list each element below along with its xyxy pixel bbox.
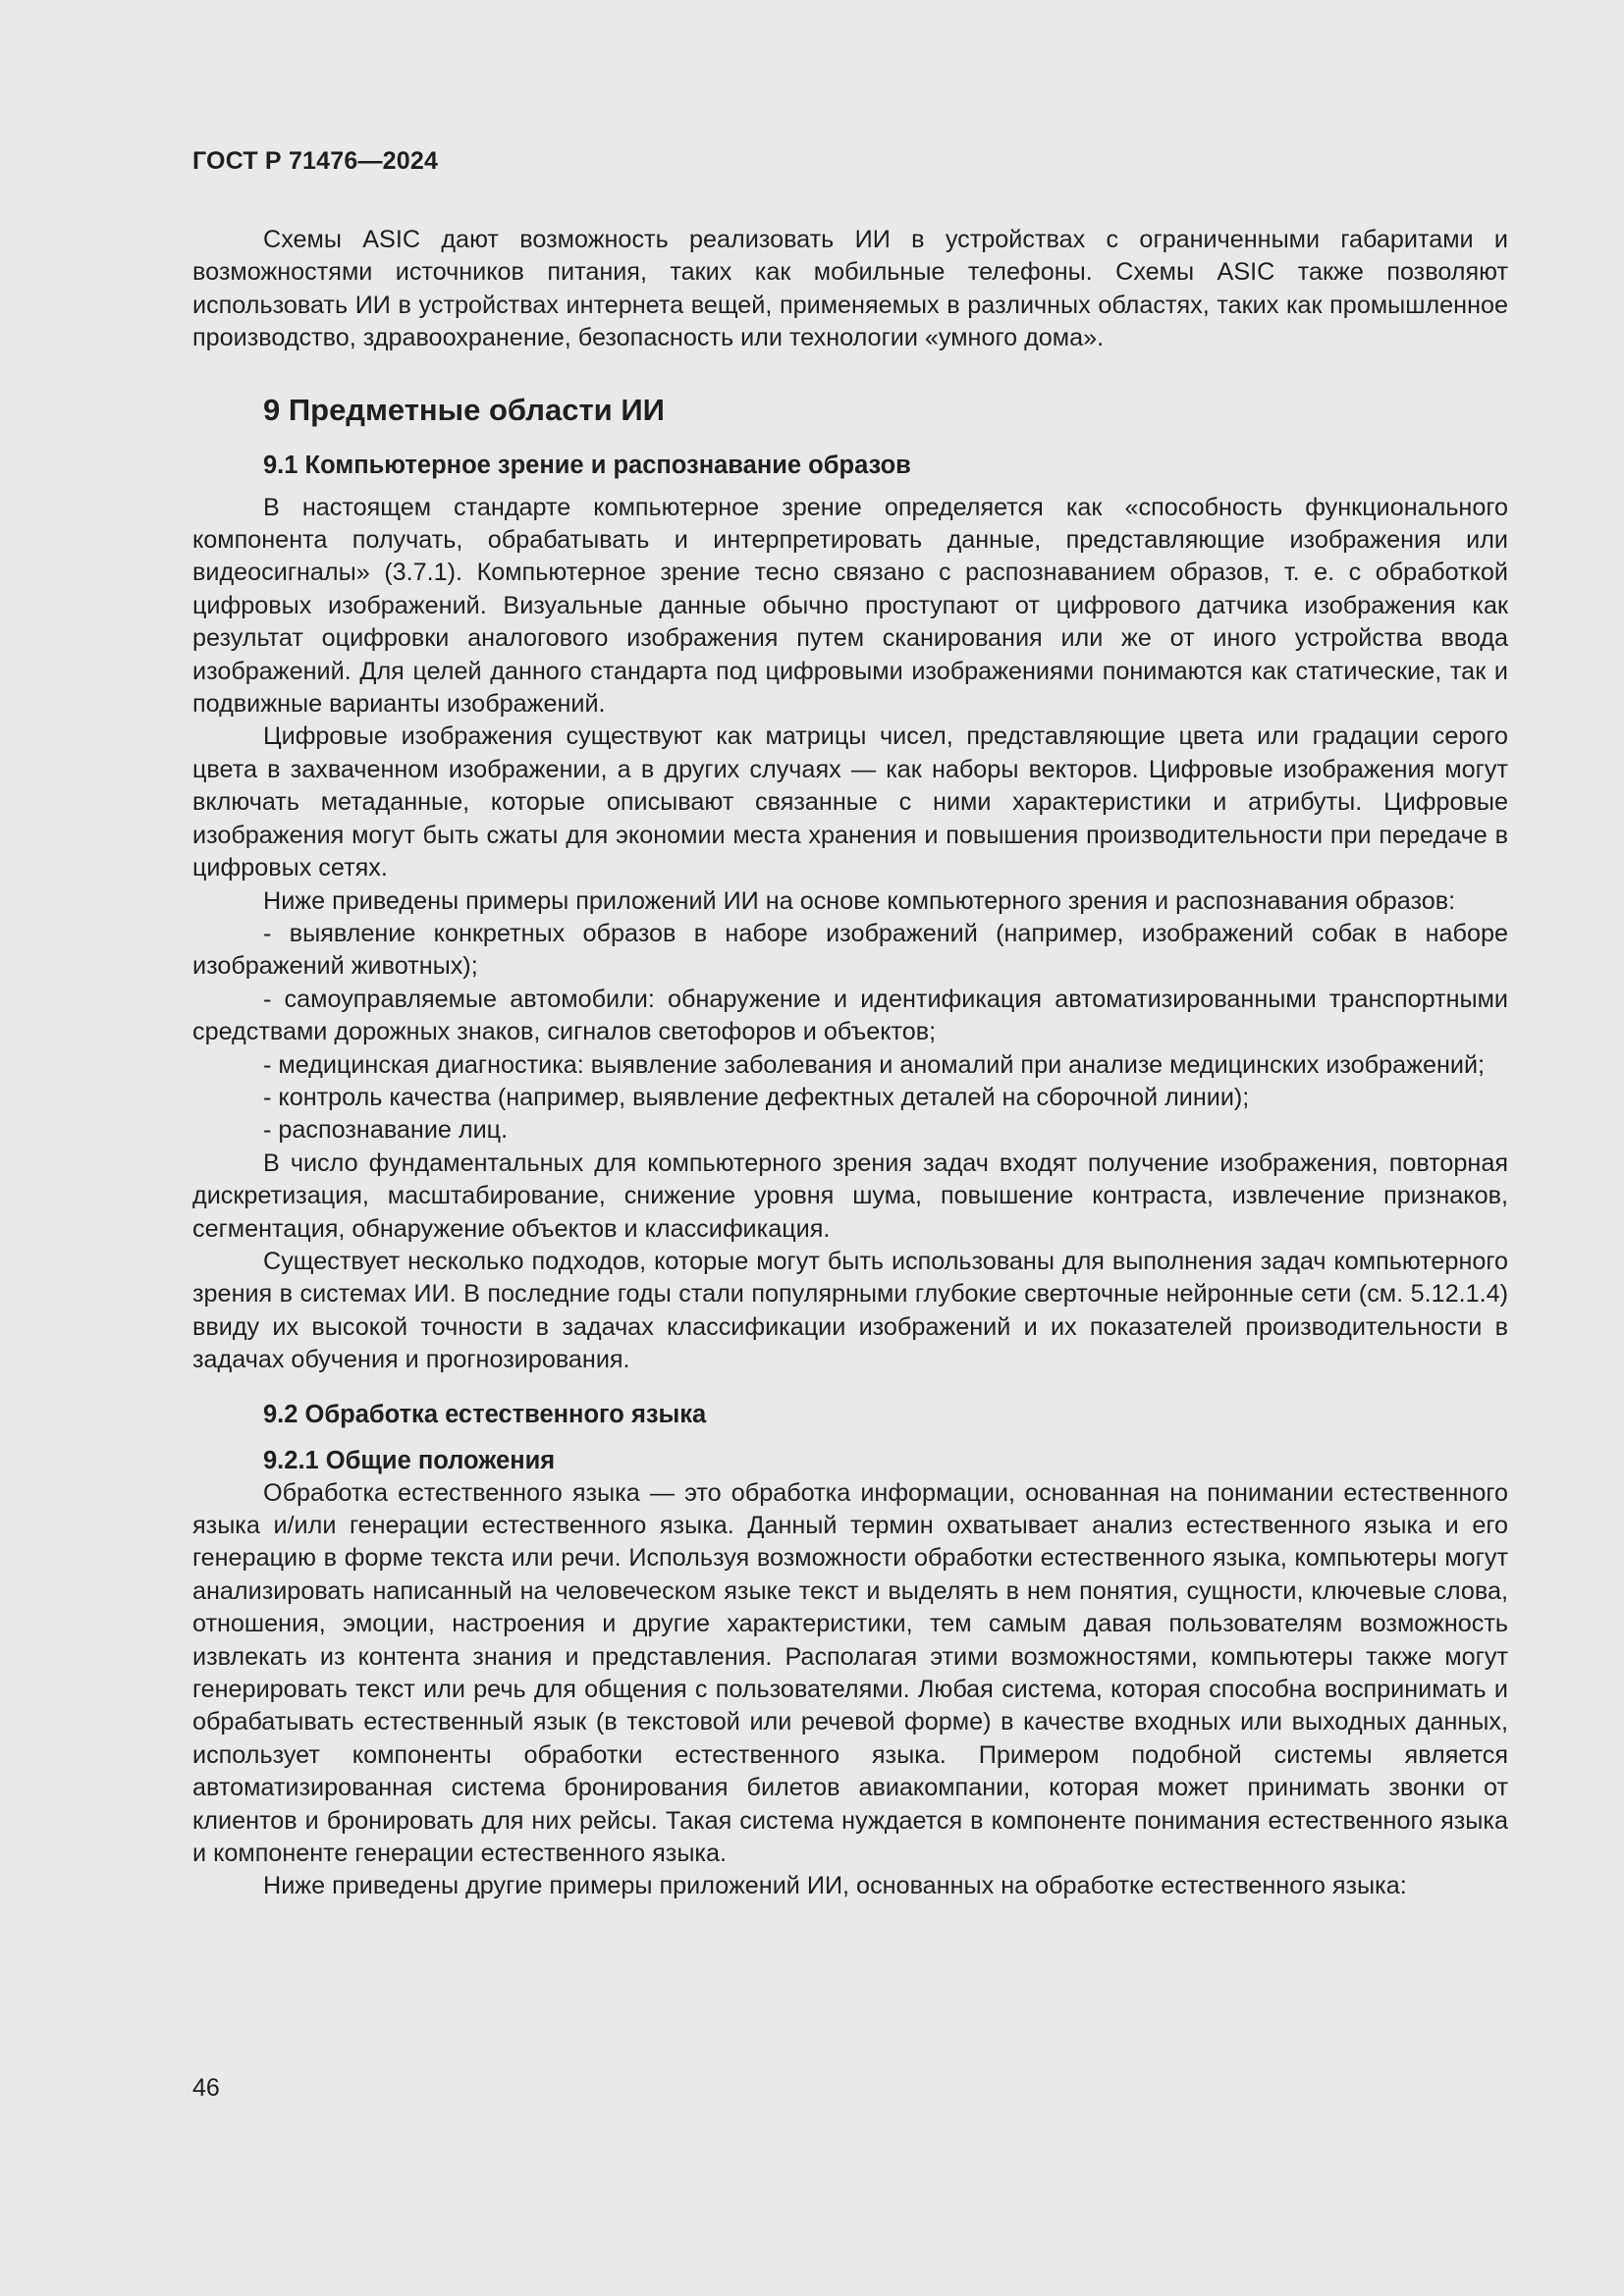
paragraph-9-1-2: Цифровые изображения существуют как матрицы чисел, представляющие цвета или градации серого цвета в захваченном изображении, а в других случаях — как наборы векторов. Цифровые изображения могут включать метаданные, которые описывают связанные с ними характеристики и атрибуты. Цифровые изображения могут быть сжаты для экономии места хранения и повышения производительности при передаче в цифровых сетях. bbox=[192, 722, 1508, 882]
list-item: - распознавание лиц. bbox=[263, 1116, 509, 1145]
paragraph-9-1-3: Ниже приведены примеры приложений ИИ на основе компьютерного зрения и распознавания образов: bbox=[263, 886, 1456, 915]
document-id-header: ГОСТ Р 71476—2024 bbox=[192, 147, 439, 175]
section-9-1-heading: 9.1 Компьютерное зрение и распознавание образов bbox=[263, 451, 911, 479]
section-9-2-1-heading: 9.2.1 Общие положения bbox=[263, 1446, 556, 1474]
paragraph-9-1-5: Существует несколько подходов, которые могут быть использованы для выполнения задач компьютерного зрения в системах ИИ. В последние годы стали популярными глубокие сверточные нейронные сети (см. 5.12.1.4) ввиду их высокой точности в задачах классификации изображений и их показателей производительности в задачах обучения и прогнозирования. bbox=[192, 1247, 1508, 1374]
paragraph-9-2-1-2: Ниже приведены другие примеры приложений ИИ, основанных на обработке естественного языка: bbox=[263, 1872, 1407, 1900]
section-9-heading: 9 Предметные области ИИ bbox=[263, 392, 665, 427]
section-9-2-heading: 9.2 Обработка естественного языка bbox=[263, 1400, 707, 1428]
paragraph-9-2-1-1: Обработка естественного языка — это обработка информации, основанная на понимании естественного языка и/или генерации естественного языка. Данный термин охватывает анализ естественного языка и его генерацию в форме текста или речи. Используя возможности обработки естественного языка, компьютеры могут анализировать написанный на человеческом языке текст и выделять в нем понятия, сущности, ключевые слова, отношения, эмоции, настроения и другие характеристики, тем самым давая пользователям возможность извлекать из контента знания и представления. Располагая этими возможностями, компьютеры также могут генерировать текст или речь для общения с пользователями. Любая система, которая способна воспринимать и обрабатывать естественный язык (в текстовой или речевой форме) в качестве входных или выходных данных, использует компоненты обработки естественного языка. Примером подобной системы является автоматизированная система бронирования билетов авиакомпании, которая может принимать звонки от клиентов и бронировать для них рейсы. Такая система нуждается в компоненте понимания естественного языка и компоненте генерации естественного языка. bbox=[192, 1478, 1508, 1868]
paragraph-9-1-1: В настоящем стандарте компьютерное зрение определяется как «способность функционального компонента получать, обрабатывать и интерпретировать данные, представляющие изображения или видеосигналы» (3.7.1). Компьютерное зрение тесно связано с распознаванием образов, т. е. с обработкой цифровых изображений. Визуальные данные обычно проступают от цифрового датчика изображения как результат оцифровки аналогового изображения путем сканирования или же от иного устройства ввода изображений. Для целей данного стандарта под цифровыми изображениями понимаются как статические, так и подвижные варианты изображений. bbox=[192, 493, 1508, 719]
page-number: 46 bbox=[192, 2074, 220, 2102]
intro-paragraph: Схемы ASIC дают возможность реализовать ИИ в устройствах с ограниченными габаритами и возможностями источников питания, таких как мобильные телефоны. Схемы ASIC также позволяют использовать ИИ в устройствах интернета вещей, применяемых в различных областях, таких как промышленное производство, здравоохранение, безопасность или технологии «умного дома». bbox=[192, 226, 1508, 352]
page-body bbox=[192, 224, 1508, 1903]
list-item: - выявление конкретных образов в наборе изображений (например, изображений собак в наборе изображений животных); bbox=[192, 919, 1508, 981]
paragraph-9-1-4: В число фундаментальных для компьютерного зрения задач входят получение изображения, повторная дискретизация, масштабирование, снижение уровня шума, повышение контраста, извлечение признаков, сегментация, обнаружение объектов и классификация. bbox=[192, 1148, 1508, 1243]
list-item: - самоуправляемые автомобили: обнаружение и идентификация автоматизированными транспортными средствами дорожных знаков, сигналов светофоров и объектов; bbox=[192, 985, 1508, 1046]
list-item: - контроль качества (например, выявление дефектных деталей на сборочной линии); bbox=[263, 1083, 1250, 1111]
list-item: - медицинская диагностика: выявление заболевания и аномалий при анализе медицинских изображений; bbox=[263, 1050, 1486, 1079]
